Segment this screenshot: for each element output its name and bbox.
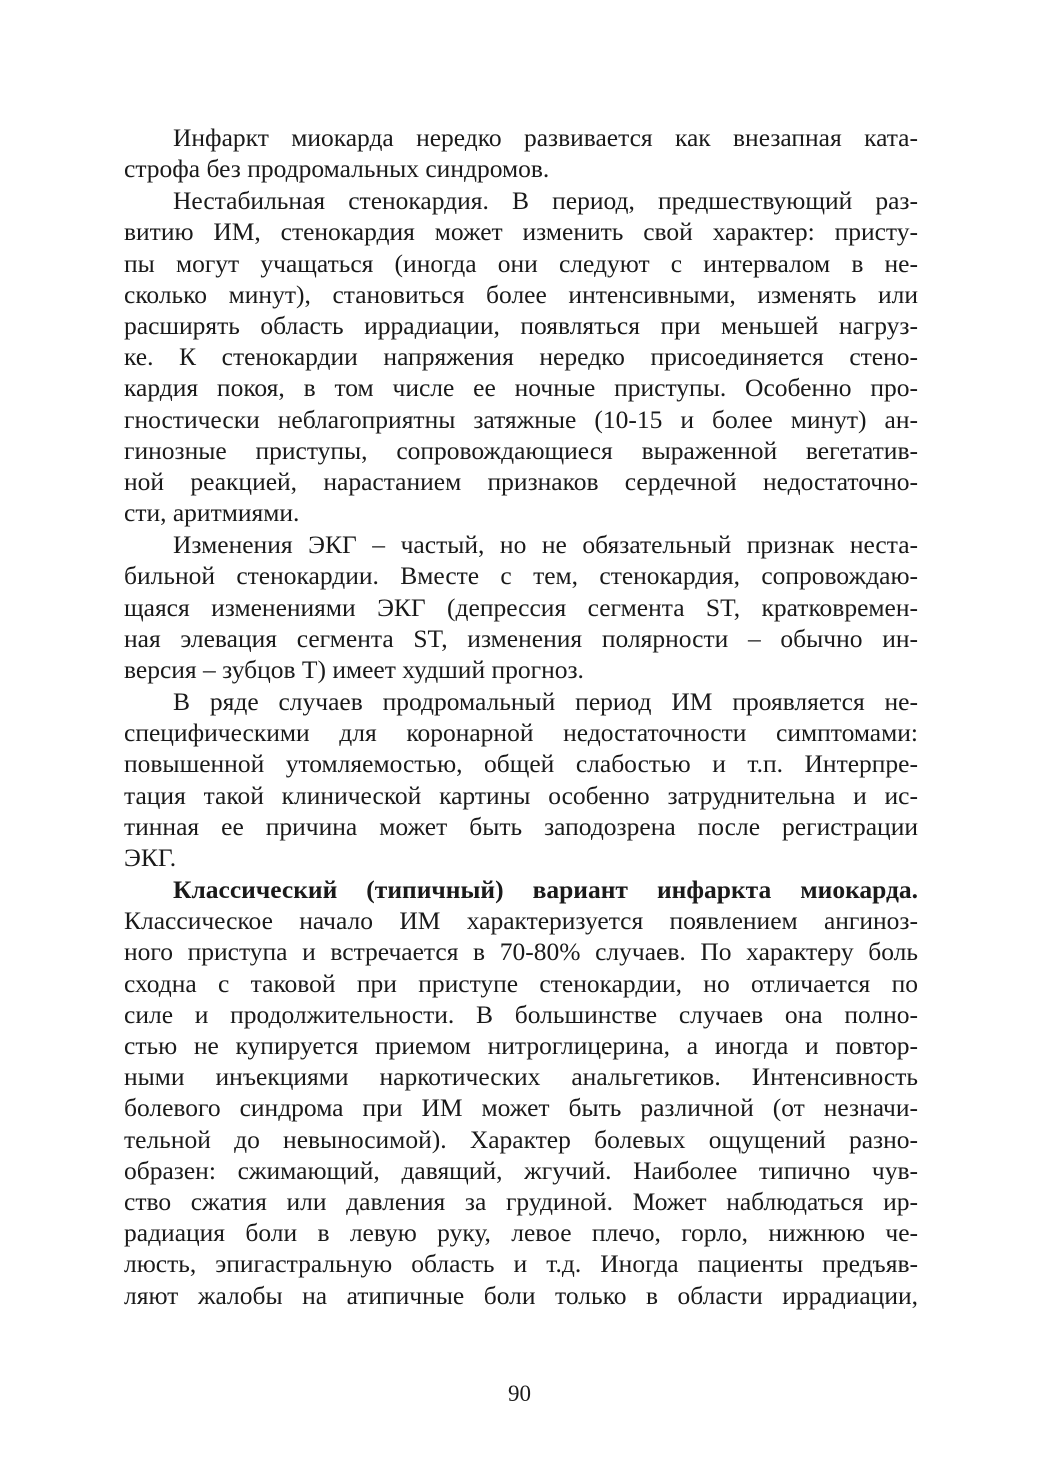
page-body (124, 122, 918, 1311)
text-line: кардия покоя, в том числе ее ночные приступы. Особенно про- (124, 373, 918, 403)
text-line: Изменения ЭКГ – частый, но не обязательный признак неста- (173, 530, 918, 560)
text-line: ляют жалобы на атипичные боли только в области иррадиации, (124, 1280, 918, 1310)
text-line: гностически неблагоприятны затяжные (10-15 и более минут) ан- (124, 404, 918, 434)
text-line: тация такой клинической картины особенно затруднительна и ис- (124, 780, 918, 810)
text-line: расширять область иррадиации, появляться при меньшей нагруз- (124, 311, 918, 341)
text-line: гинозные приступы, сопровождающиеся выраженной вегетатив- (124, 435, 918, 465)
text-line: бильной стенокардии. Вместе с тем, стенокардия, сопровождаю- (124, 561, 918, 591)
text-line: ного приступа и встречается в 70-80% случаев. По характеру боль (124, 937, 918, 967)
text-line: щаяся изменениями ЭКГ (депрессия сегмента ST, кратковремен- (124, 592, 918, 622)
page-number: 90 (508, 1381, 531, 1406)
paragraph-classic-variant (124, 874, 918, 1311)
paragraph-intro (124, 122, 918, 184)
text-line: сходна с таковой при приступе стенокардии, но отличается по (124, 968, 918, 998)
text-line: стью не купируется приемом нитроглицерина, а иногда и повтор- (124, 1031, 918, 1060)
text-line: ной реакцией, нарастанием признаков сердечной недостаточно- (124, 466, 918, 496)
text-line: В ряде случаев продромальный период ИМ проявляется не- (173, 687, 918, 717)
text-line: Классическое начало ИМ характеризуется появлением ангиноз- (124, 906, 918, 936)
section-heading-line (124, 874, 918, 905)
text-line: специфическими для коронарной недостаточности симптомами: (124, 718, 918, 748)
text-line: силе и продолжительности. В большинстве случаев она полно- (124, 999, 918, 1029)
text-line: Нестабильная стенокардия. В период, предшествующий раз- (173, 186, 918, 216)
text-line: тельной до невыносимой). Характер болевых ощущений разно- (124, 1124, 918, 1154)
text-line: ная элевация сегмента ST, изменения полярности – обычно ин- (124, 623, 918, 653)
text-line: ство сжатия или давления за грудиной. Может наблюдаться ир- (124, 1186, 918, 1216)
text-line: сколько минут), становиться более интенсивными, изменять или (124, 279, 918, 309)
text-line: версия – зубцов Т) имеет худший прогноз. (124, 654, 584, 684)
text-line: радиация боли в левую руку, левое плечо, горло, нижнюю че- (124, 1218, 918, 1248)
text-line: строфа без продромальных синдромов. (124, 154, 550, 184)
section-heading: Классический (типичный) вариант инфаркта миокарда. (173, 875, 918, 905)
text-line: повышенной утомляемостью, общей слабостью и т.п. Интерпре- (124, 749, 918, 779)
text-line: витию ИМ, стенокардия может изменить свой характер: присту- (124, 217, 918, 247)
paragraph-ecg-changes (124, 529, 918, 685)
text-line: ными инъекциями наркотических анальгетиков. Интенсивность (124, 1062, 918, 1092)
text-line: сти, аритмиями. (124, 498, 300, 528)
text-line: люсть, эпигастральную область и т.д. Иногда пациенты предъяв- (124, 1249, 918, 1279)
text-line: образен: сжимающий, давящий, жгучий. Наиболее типично чув- (124, 1155, 918, 1185)
text-line: пы могут учащаться (иногда они следуют с интервалом в не- (124, 248, 918, 278)
text-line: болевого синдрома при ИМ может быть различной (от незначи- (124, 1093, 918, 1123)
text-line: ЭКГ. (124, 842, 177, 872)
text-line: тинная ее причина может быть заподозрена после регистрации (124, 811, 918, 841)
text-line: ке. К стенокардии напряжения нередко присоединяется стено- (124, 342, 918, 372)
paragraph-nonspecific-prodrome (124, 686, 918, 873)
paragraph-unstable-angina (124, 185, 918, 528)
text-line: Инфаркт миокарда нередко развивается как внезапная ката- (173, 123, 918, 152)
